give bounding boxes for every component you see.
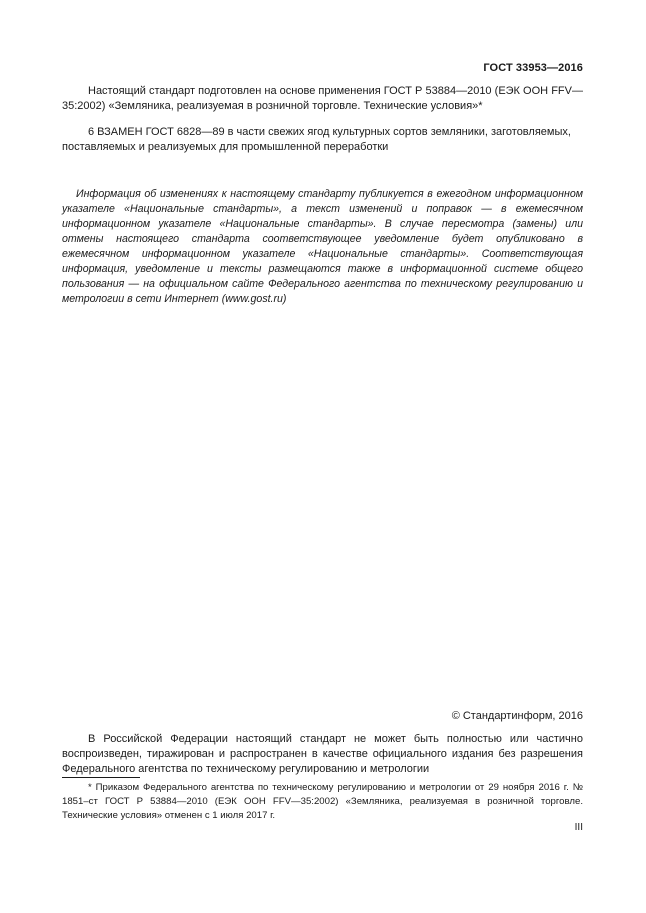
preface-prepared-paragraph: Настоящий стандарт подготовлен на основе применения ГОСТ Р 53884—2010 (ЕЭК ООН FFV—35:2002) «Земляника, реализуемая в розничной торговле. Технические условия»* bbox=[62, 85, 583, 112]
changes-information-notice: Информация об изменениях к настоящему стандарту публикуется в ежегодном информационном указателе «Национальные стандарты», а текст изменений и поправок — в ежемесячном информационном указателе «Национальные стандарты». В случае пересмотра (замены) или отмены настоящего стандарта соответствующее уведомление будет опубликовано в ежемесячном информационном указателе «Национальные стандарты». Соответствующая информация, уведомление и тексты размещаются также в информационной системе общего пользования — на официальном сайте Федерального агентства по техническому регулированию и метрологии в сети Интернет (www.gost.ru) bbox=[62, 188, 583, 305]
footnote: * Приказом Федерального агентства по техническому регулированию и метрологии от 29 ноября 2016 г. № 1851–ст ГОСТ Р 53884—2010 (ЕЭК ООН FFV—35:2002) «Земляника, реализуемая в розничной торговле. Технические условия» отменен с 1 июля 2017 г. bbox=[62, 782, 583, 821]
copyright-line: © Стандартинформ, 2016 bbox=[451, 710, 583, 722]
standard-number: ГОСТ 33953—2016 bbox=[483, 62, 583, 74]
reproduction-rights-notice: В Российской Федерации настоящий стандарт не может быть полностью или частично воспроизведен, тиражирован и распространен в качестве официального издания без разрешения Федерального агентства по техническому регулированию и метрологии bbox=[62, 733, 583, 775]
page-number: III bbox=[574, 822, 583, 833]
footnote-separator bbox=[62, 777, 140, 778]
preface-item-6-paragraph: 6 ВЗАМЕН ГОСТ 6828—89 в части свежих ягод культурных сортов земляники, заготовляемых, поставляемых и реализуемых для промышленной переработки bbox=[62, 126, 571, 153]
